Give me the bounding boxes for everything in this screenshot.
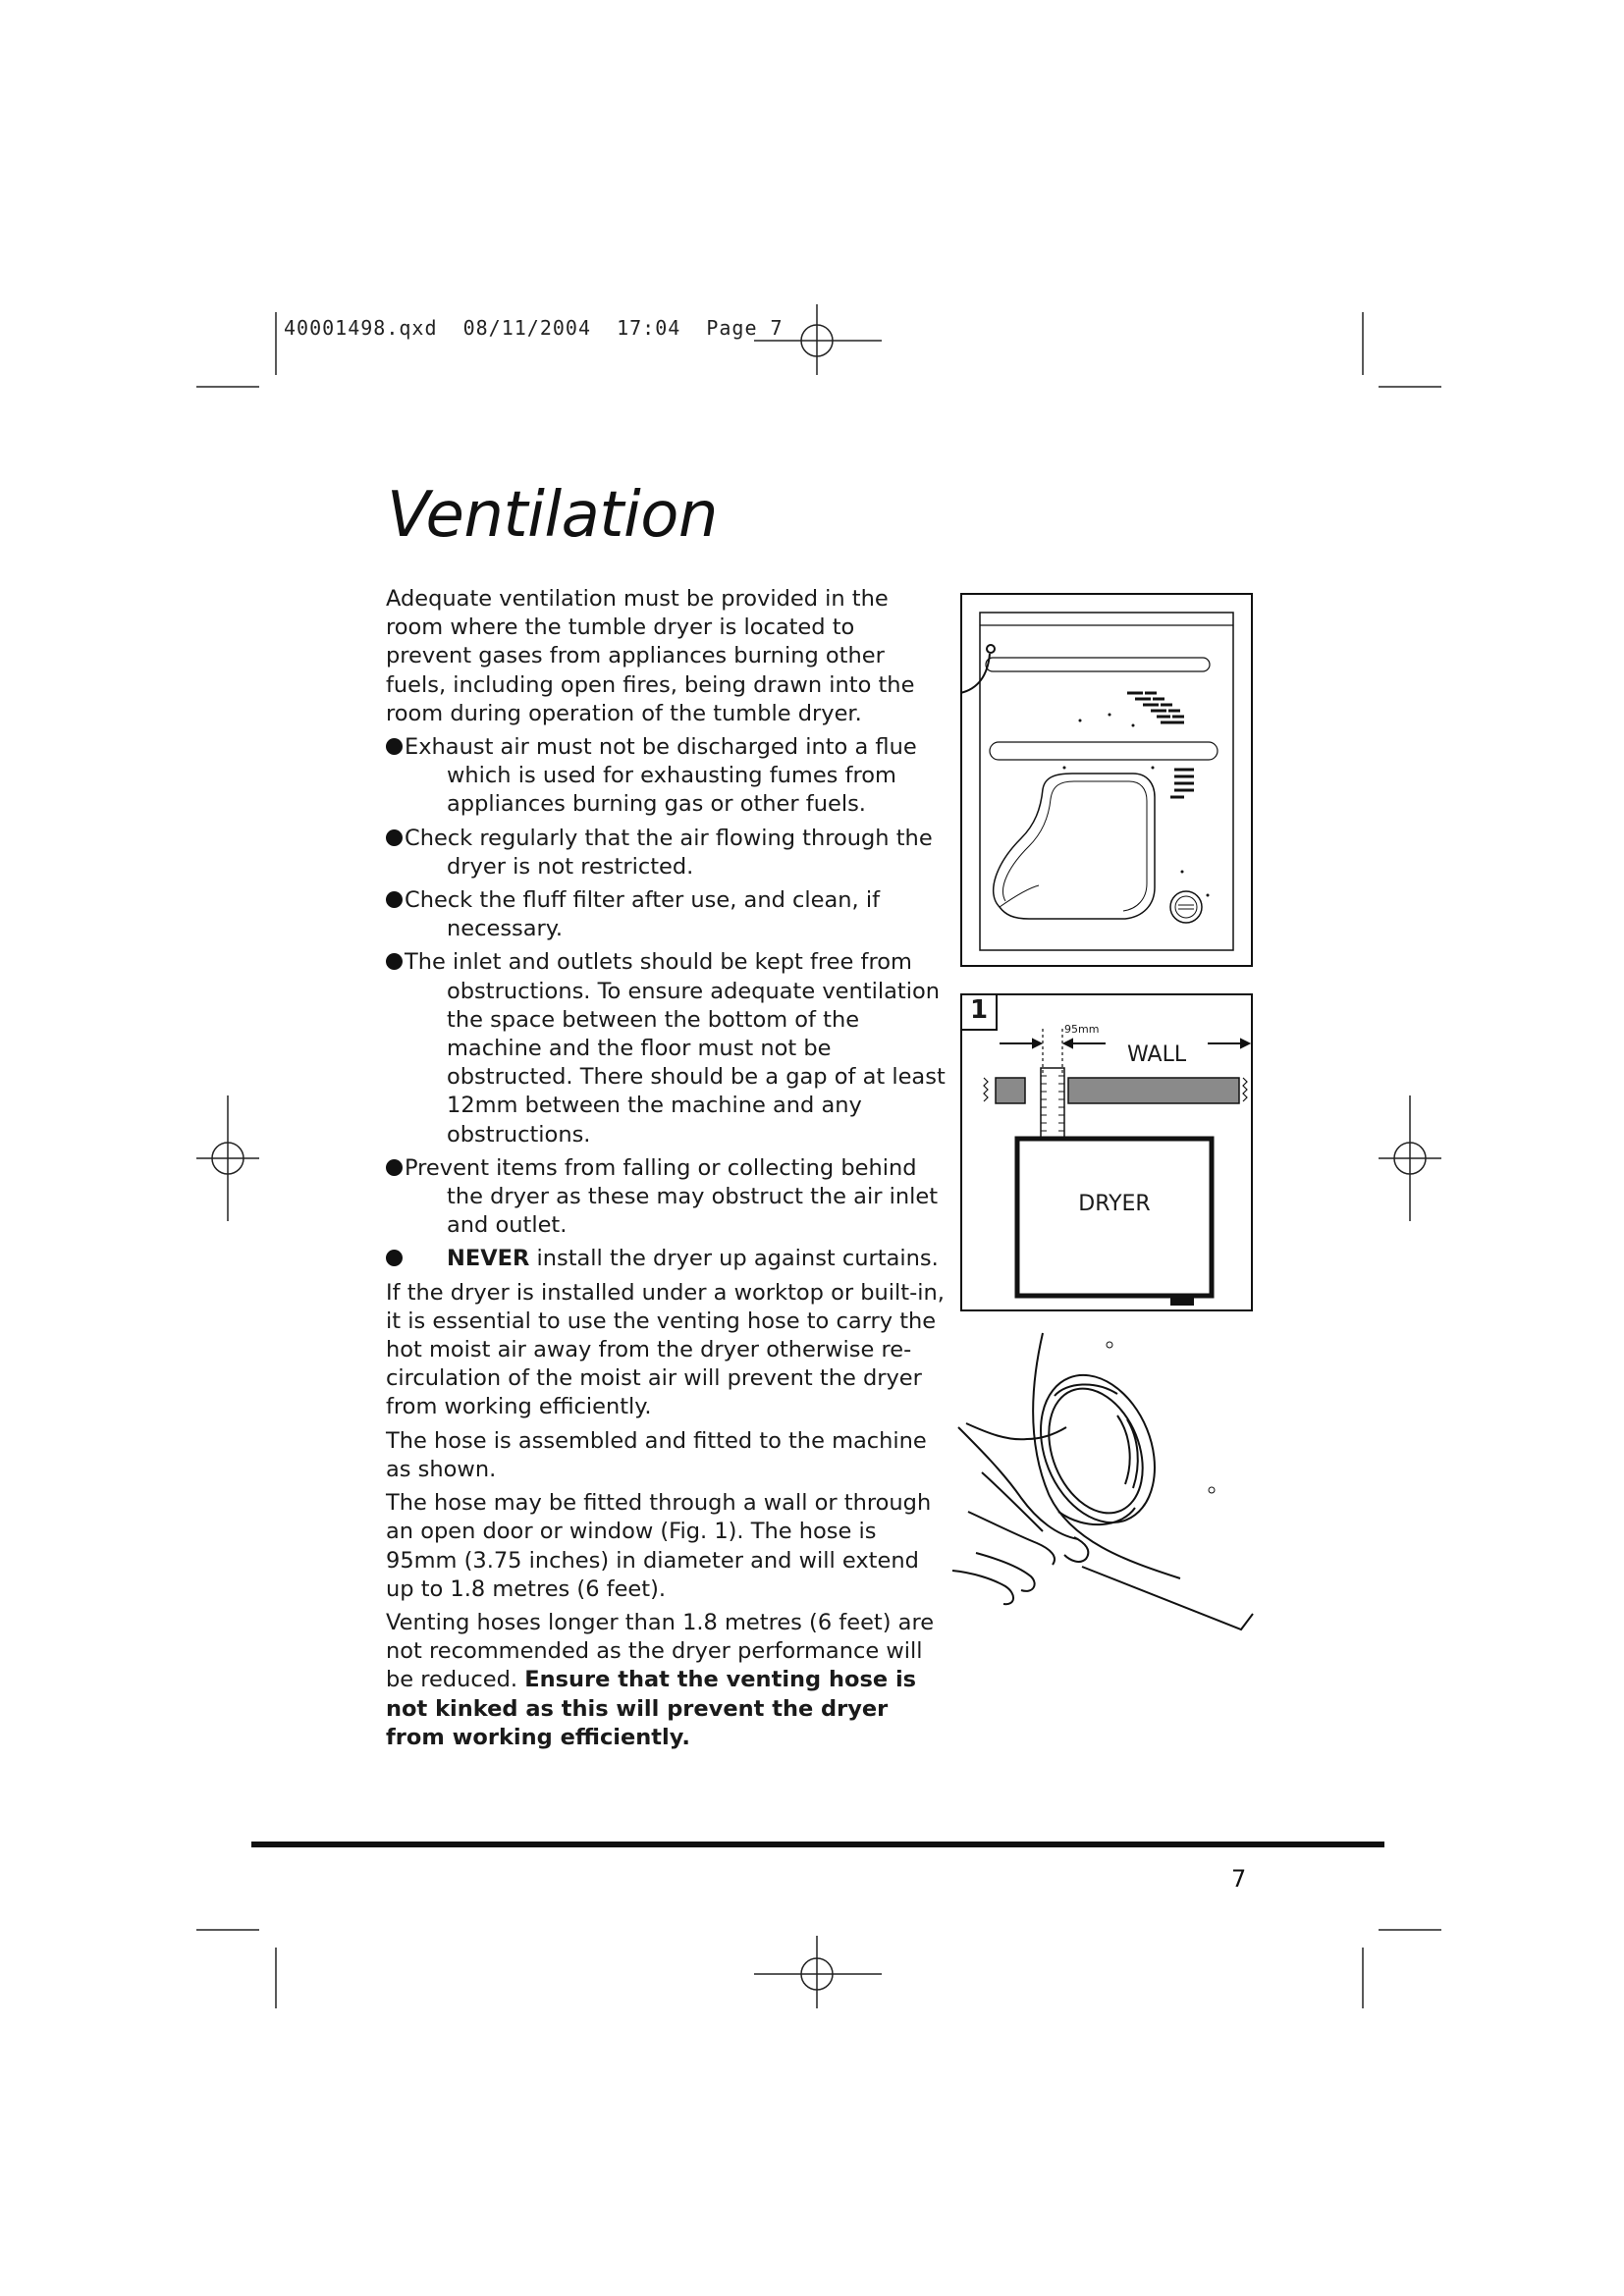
bullet-dot-icon <box>386 738 403 755</box>
page-number: 7 <box>1231 1865 1247 1893</box>
bullet-dot-icon <box>386 1250 403 1266</box>
bullet-item: Prevent items from falling or collecting behind the dryer as these may obstruct the air inlet and outlet. <box>386 1154 946 1241</box>
never-bullet-item: NEVER install the dryer up against curtains. <box>386 1245 946 1273</box>
figure-number: 1 <box>969 995 989 1025</box>
bullet-item: Check regularly that the air flowing through the dryer is not restricted. <box>386 825 946 881</box>
paragraph: The hose may be fitted through a wall or through an open door or window (Fig. 1). The hose is 95mm (3.75 inches) in diameter and will extend up to 1.8 metres (6 feet). <box>386 1490 932 1602</box>
bullet-dot-icon <box>386 953 403 970</box>
bullet-item: The inlet and outlets should be kept free from obstructions. To ensure adequate ventilation the space between the bottom of the machine and the floor must not be obstructed. There should be a gap of at least 12mm between the machine and any obstructions. <box>386 948 946 1148</box>
body-text <box>386 585 946 1757</box>
footer-rule <box>251 1842 1384 1847</box>
hose-fitting-illustration <box>948 1325 1263 1649</box>
bullet-item: Exhaust air must not be discharged into a flue which is used for exhausting fumes from appliances burning gas or other fuels. <box>386 733 946 820</box>
bullet-item: Check the fluff filter after use, and clean, if necessary. <box>386 886 946 943</box>
bullet-dot-icon <box>386 891 403 908</box>
dryer-panel-illustration <box>960 593 1255 969</box>
dryer-label: DRYER <box>1078 1192 1151 1216</box>
gap-dimension-label: 95mm <box>1064 1023 1100 1036</box>
bullet-dot-icon <box>386 1159 403 1176</box>
final-paragraph: Venting hoses longer than 1.8 metres (6 feet) are not recommended as the dryer performance will be reduced. Ensure that the venting hose is not kinked as this will prevent the dryer from working efficiently. <box>386 1609 935 1750</box>
page-title: Ventilation <box>387 479 718 552</box>
intro-paragraph: Adequate ventilation must be provided in the room where the tumble dryer is located to prevent gases from appliances burning other fuels, including open fires, being drawn into the room during operation of the tumble dryer. <box>386 586 915 726</box>
bullet-dot-icon <box>386 829 403 846</box>
wall-label: WALL <box>1127 1042 1187 1067</box>
paragraph: If the dryer is installed under a worktop or built-in, it is essential to use the venting hose to carry the hot moist air away from the dryer otherwise re-circulation of the moist air will prevent the dryer from working efficiently. <box>386 1279 945 1420</box>
paragraph: The hose is assembled and fitted to the machine as shown. <box>386 1427 927 1482</box>
figure-1 <box>960 993 1255 1313</box>
printer-slug: 40001498.qxd 08/11/2004 17:04 Page 7 <box>284 316 784 340</box>
figure-1-frame <box>960 993 1255 1313</box>
